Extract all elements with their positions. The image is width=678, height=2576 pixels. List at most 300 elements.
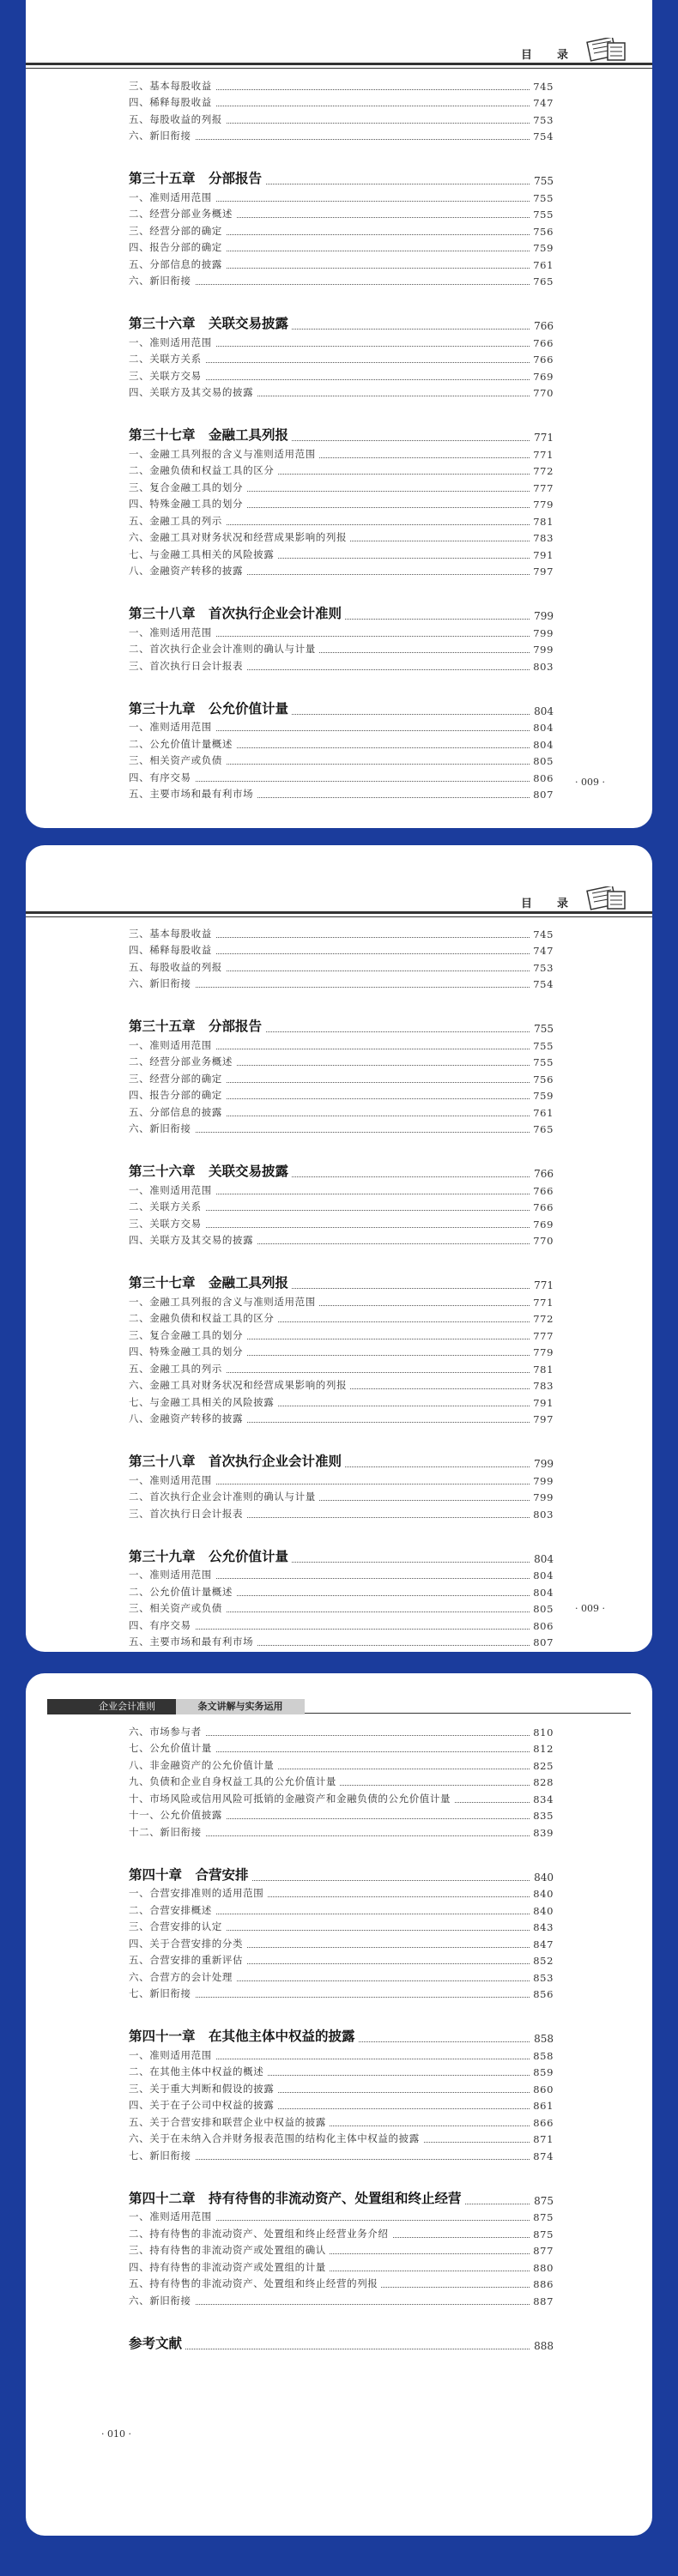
toc-section — [129, 1327, 554, 1344]
toc-entry-title: 五、合营安排的重新评估 — [129, 1953, 246, 1967]
toc-section — [129, 1583, 554, 1600]
toc-entry-title: 六、金融工具对财务状况和经营成果影响的列报 — [129, 530, 350, 544]
toc-entry-title: 二、经营分部业务概述 — [129, 1055, 236, 1068]
toc-chapter — [129, 598, 554, 624]
toc-entry-title: 六、市场参与者 — [129, 1725, 205, 1738]
header-subtitle: 条文讲解与实务运用 — [176, 1699, 305, 1714]
toc-entry-title: 四、持有待售的非流动资产或处置组的计量 — [129, 2260, 330, 2274]
toc-entry-title: 四、稀释每股收益 — [129, 943, 215, 957]
toc-entry-page: 804 — [530, 1587, 554, 1599]
toc-entry-page: 799 — [530, 644, 554, 656]
toc-entry-title: 第四十一章 在其他主体中权益的披露 — [129, 2026, 359, 2045]
toc-entry-page: 875 — [530, 2228, 554, 2240]
toc-section — [129, 1774, 554, 1791]
toc-section — [129, 1757, 554, 1774]
toc-entry-title: 第三十六章 关联交易披露 — [129, 313, 292, 332]
toc-entry-title: 四、关于合营安排的分类 — [129, 1937, 246, 1950]
toc-section — [129, 1472, 554, 1489]
toc-section — [129, 1919, 554, 1936]
toc-entry-title: 二、持有待售的非流动资产、处置组和终止经营业务介绍 — [129, 2227, 392, 2240]
toc-section — [129, 1968, 554, 1986]
toc-section — [129, 2097, 554, 2114]
toc-entry-title: 第四十二章 持有待售的非流动资产、处置组和终止经营 — [129, 2188, 465, 2207]
toc-section — [129, 367, 554, 384]
toc-entry-title: 第三十九章 公允价值计量 — [129, 698, 292, 717]
toc-entry-page: 840 — [530, 1872, 554, 1884]
toc-entry-page: 875 — [530, 2195, 554, 2207]
toc-entry-title: 一、准则适用范围 — [129, 2048, 215, 2062]
toc-entry-title: 七、新旧衔接 — [129, 2149, 195, 2162]
toc-entry-page: 888 — [530, 2340, 554, 2352]
toc-entry-page: 804 — [530, 1569, 554, 1581]
toc-section — [129, 1344, 554, 1361]
toc-section — [129, 1885, 554, 1902]
toc-section — [129, 1310, 554, 1327]
toc-section — [129, 77, 554, 94]
toc-entry-title: 四、有序交易 — [129, 771, 195, 784]
toc-entry-page: 771 — [530, 1279, 554, 1291]
toc-chapter — [129, 1156, 554, 1182]
toc-chapter — [129, 1446, 554, 1472]
toc-page-2 — [26, 845, 652, 1652]
toc-section — [129, 2064, 554, 2081]
toc-entry-title: 一、合营安排准则的适用范围 — [129, 1886, 267, 1900]
page-number: · 009 · — [575, 1603, 605, 1614]
toc-section — [129, 2276, 554, 2293]
toc-section — [129, 1054, 554, 1071]
toc-entry-title: 五、主要市场和最有利市场 — [129, 1635, 257, 1648]
toc-entry-page: 781 — [530, 1364, 554, 1376]
toc-section — [129, 128, 554, 145]
toc-entry-title: 五、金融工具的列示 — [129, 514, 226, 528]
toc-entry-title: 八、金融资产转移的披露 — [129, 1412, 246, 1425]
toc-entry-page: 766 — [530, 320, 554, 332]
toc-section — [129, 2147, 554, 2164]
toc-entry-page: 874 — [530, 2150, 554, 2162]
toc-chapter — [129, 1011, 554, 1037]
toc-entry-page: 840 — [530, 1905, 554, 1917]
toc-entry-title: 第四十章 合营安排 — [129, 1865, 252, 1884]
toc-page-1 — [26, 0, 652, 828]
toc-entry-title: 一、准则适用范围 — [129, 1183, 215, 1197]
toc-entry-page: 766 — [530, 1168, 554, 1180]
toc-chapter — [129, 693, 554, 719]
toc-entry-title: 三、经营分部的确定 — [129, 1072, 226, 1085]
toc-section — [129, 1215, 554, 1232]
toc-entry-page: 812 — [530, 1743, 554, 1755]
toc-entry-title: 九、负债和企业自身权益工具的公允价值计量 — [129, 1775, 340, 1788]
toc-chapter — [129, 420, 554, 445]
toc-entry-title: 六、新旧衔接 — [129, 2294, 195, 2307]
toc-section — [129, 1394, 554, 1411]
toc-entry-title: 三、关于重大判断和假设的披露 — [129, 2082, 277, 2095]
toc-entry-title: 七、新旧衔接 — [129, 1986, 195, 2000]
toc-entry-page: 770 — [530, 1235, 554, 1247]
toc-entry-page: 797 — [530, 1413, 554, 1425]
toc-section — [129, 1823, 554, 1841]
toc-section — [129, 239, 554, 257]
toc-entry-title: 二、金融负债和权益工具的区分 — [129, 1311, 277, 1325]
toc-entry-page: 853 — [530, 1972, 554, 1984]
toc-entry-page: 810 — [530, 1726, 554, 1738]
toc-entry-title: 第三十六章 关联交易披露 — [129, 1161, 292, 1180]
toc-entry-page: 754 — [530, 978, 554, 990]
toc-entry-page: 772 — [530, 465, 554, 477]
toc-entry-page: 804 — [530, 1553, 554, 1565]
toc-entry-page: 755 — [530, 175, 554, 187]
toc-entry-page: 840 — [530, 1888, 554, 1900]
toc-section — [129, 2225, 554, 2242]
toc-entry-page: 839 — [530, 1827, 554, 1839]
toc-entry-page: 747 — [530, 945, 554, 957]
toc-entry-page: 791 — [530, 1397, 554, 1409]
toc-entry-title: 第三十五章 分部报告 — [129, 168, 265, 187]
toc-entry-page: 859 — [530, 2066, 554, 2078]
toc-entry-title: 一、准则适用范围 — [129, 720, 215, 734]
toc-section — [129, 1952, 554, 1969]
toc-entry-page: 861 — [530, 2100, 554, 2112]
toc-section — [129, 222, 554, 239]
toc-section — [129, 1232, 554, 1249]
toc-entry-title: 一、准则适用范围 — [129, 626, 215, 639]
toc-section — [129, 256, 554, 273]
toc-page-3 — [26, 1673, 652, 2536]
toc-entry-page: 753 — [530, 114, 554, 126]
toc-entry-page: 825 — [530, 1760, 554, 1772]
toc-section — [129, 1293, 554, 1310]
toc-entry-page: 834 — [530, 1793, 554, 1805]
toc-entry-title: 三、合营安排的认定 — [129, 1920, 226, 1933]
toc-section — [129, 111, 554, 128]
toc-section — [129, 563, 554, 580]
toc-entry-page: 745 — [530, 928, 554, 940]
toc-entry-page: 755 — [530, 1040, 554, 1052]
toc-entry-page: 766 — [530, 354, 554, 366]
toc-section — [129, 1087, 554, 1104]
toc-entry-page: 797 — [530, 565, 554, 577]
toc-entry-title: 第三十七章 金融工具列报 — [129, 1273, 292, 1291]
toc-entry-title: 二、首次执行企业会计准则的确认与计量 — [129, 1490, 319, 1503]
toc-section — [129, 206, 554, 223]
toc-entry-title: 八、非金融资产的公允价值计量 — [129, 1758, 277, 1772]
toc-entry-title: 第三十八章 首次执行企业会计准则 — [129, 603, 345, 622]
toc-section — [129, 384, 554, 402]
toc-entry-page: 806 — [530, 772, 554, 784]
toc-chapter — [129, 163, 554, 189]
toc-entry-title: 一、准则适用范围 — [129, 190, 215, 204]
running-header — [26, 883, 652, 917]
toc-section — [129, 1935, 554, 1952]
toc-section — [129, 1411, 554, 1428]
toc-section — [129, 1505, 554, 1522]
toc-entry-title: 四、特殊金融工具的划分 — [129, 1345, 246, 1358]
toc-section — [129, 1600, 554, 1618]
toc-entry-page: 753 — [530, 962, 554, 974]
toc-entry-page: 843 — [530, 1921, 554, 1933]
toc-entry-title: 三、经营分部的确定 — [129, 224, 226, 238]
toc-chapter — [129, 2328, 554, 2354]
toc-entry-title: 第三十八章 首次执行企业会计准则 — [129, 1451, 345, 1470]
toc-entry-page: 755 — [530, 209, 554, 221]
toc-entry-title: 三、相关资产或负债 — [129, 753, 226, 767]
toc-section — [129, 624, 554, 641]
toc-entry-page: 783 — [530, 532, 554, 544]
toc-entry-title: 一、准则适用范围 — [129, 1473, 215, 1487]
toc-entry-page: 770 — [530, 387, 554, 399]
toc-section — [129, 1037, 554, 1054]
toc-section — [129, 753, 554, 770]
toc-entry-page: 803 — [530, 661, 554, 673]
toc-chapter — [129, 308, 554, 334]
toc-entry-title: 六、新旧衔接 — [129, 129, 195, 142]
toc-section — [129, 1199, 554, 1216]
toc-section — [129, 769, 554, 786]
toc-entry-title: 四、关联方及其交易的披露 — [129, 1233, 257, 1247]
toc-entry-title: 七、公允价值计量 — [129, 1741, 215, 1755]
toc-section — [129, 2292, 554, 2309]
toc-entry-page: 858 — [530, 2033, 554, 2045]
toc-section — [129, 976, 554, 993]
toc-entry-page: 754 — [530, 130, 554, 142]
toc-entry-title: 三、首次执行日会计报表 — [129, 659, 246, 673]
toc-entry-page: 805 — [530, 1603, 554, 1615]
running-header — [26, 1699, 652, 1716]
toc-chapter — [129, 1541, 554, 1567]
toc-entry-page: 807 — [530, 1636, 554, 1648]
toc-entry-page: 747 — [530, 97, 554, 109]
toc-entry-title: 一、准则适用范围 — [129, 2210, 215, 2223]
toc-entry-page: 759 — [530, 1090, 554, 1102]
header-title: 目 录 — [520, 898, 575, 910]
toc-entry-title: 二、金融负债和权益工具的区分 — [129, 463, 277, 477]
toc-entry-title: 十二、新旧衔接 — [129, 1825, 205, 1839]
toc-entry-title: 三、持有待售的非流动资产或处置组的确认 — [129, 2243, 330, 2257]
toc-entry-title: 五、分部信息的披露 — [129, 257, 226, 271]
toc-entry-title: 四、报告分部的确定 — [129, 1088, 226, 1102]
toc-entry-page: 765 — [530, 275, 554, 287]
toc-section — [129, 1986, 554, 2003]
toc-section — [129, 1489, 554, 1506]
toc-entry-title: 二、关联方关系 — [129, 352, 205, 366]
toc-entry-page: 765 — [530, 1123, 554, 1135]
toc-chapter — [129, 1859, 554, 1885]
toc-section — [129, 2113, 554, 2131]
toc-entry-title: 三、基本每股收益 — [129, 927, 215, 940]
toc-entry-title: 三、基本每股收益 — [129, 79, 215, 93]
toc-entry-title: 五、金融工具的列示 — [129, 1362, 226, 1376]
toc-section — [129, 1360, 554, 1377]
toc-section — [129, 2259, 554, 2276]
toc-entry-title: 七、与金融工具相关的风险披露 — [129, 1395, 277, 1409]
toc-section — [129, 1634, 554, 1651]
toc-section — [129, 273, 554, 290]
toc-entry-page: 755 — [530, 1056, 554, 1068]
toc-entry-title: 六、关于在未纳入合并财务报表范围的结构化主体中权益的披露 — [129, 2132, 423, 2145]
toc-entry-page: 887 — [530, 2295, 554, 2307]
toc-entry-title: 十一、公允价值披露 — [129, 1808, 226, 1822]
toc-section — [129, 512, 554, 529]
toc-section — [129, 529, 554, 547]
toc-entry-title: 二、关联方关系 — [129, 1200, 205, 1213]
toc-section — [129, 786, 554, 803]
toc-entry-title: 三、复合金融工具的划分 — [129, 1328, 246, 1342]
toc-section — [129, 2242, 554, 2259]
toc-entry-page: 755 — [530, 192, 554, 204]
toc-section — [129, 1807, 554, 1824]
toc-entry-page: 766 — [530, 1201, 554, 1213]
toc-entry-title: 七、与金融工具相关的风险披露 — [129, 547, 277, 561]
toc-section — [129, 1104, 554, 1121]
toc-entry-title: 三、相关资产或负债 — [129, 1601, 226, 1615]
toc-entry-title: 四、关联方及其交易的披露 — [129, 385, 257, 399]
toc-entry-page: 781 — [530, 516, 554, 528]
toc-entry-title: 一、金融工具列报的含义与准则适用范围 — [129, 447, 319, 461]
toc-entry-title: 第三十五章 分部报告 — [129, 1016, 265, 1035]
toc-entry-title: 五、持有待售的非流动资产、处置组和终止经营的列报 — [129, 2277, 381, 2290]
toc-section — [129, 925, 554, 942]
toc-entry-title: 八、金融资产转移的披露 — [129, 564, 246, 577]
toc-section — [129, 445, 554, 463]
toc-entry-page: 852 — [530, 1955, 554, 1967]
toc-entry-title: 十、市场风险或信用风险可抵销的金融资产和金融负债的公允价值计量 — [129, 1792, 454, 1805]
header-book-title: 企业会计准则 — [47, 1699, 176, 1714]
toc-section — [129, 1740, 554, 1757]
toc-entry-page: 766 — [530, 337, 554, 349]
toc-entry-page: 875 — [530, 2211, 554, 2223]
toc-chapter — [129, 1267, 554, 1293]
toc-entry-page: 769 — [530, 1218, 554, 1231]
toc-section — [129, 1723, 554, 1740]
toc-entry-title: 三、关联方交易 — [129, 1217, 205, 1231]
toc-section — [129, 351, 554, 368]
toc-entry-page: 779 — [530, 1346, 554, 1358]
toc-entry-page: 771 — [530, 1297, 554, 1309]
toc-section — [129, 641, 554, 658]
toc-entry-title: 五、分部信息的披露 — [129, 1105, 226, 1119]
toc-entry-title: 四、报告分部的确定 — [129, 240, 226, 254]
toc-section — [129, 2209, 554, 2226]
toc-entry-page: 807 — [530, 789, 554, 801]
toc-section — [129, 496, 554, 513]
toc-entry-title: 三、复合金融工具的划分 — [129, 481, 246, 494]
toc-entry-page: 756 — [530, 1073, 554, 1085]
toc-entry-page: 761 — [530, 259, 554, 271]
toc-entry-page: 745 — [530, 81, 554, 93]
page-number: · 009 · — [575, 777, 605, 788]
toc-section — [129, 1182, 554, 1199]
toc-entry-page: 799 — [530, 1491, 554, 1503]
toc-section — [129, 1790, 554, 1807]
toc-entry-page: 771 — [530, 449, 554, 461]
toc-entry-title: 第三十七章 金融工具列报 — [129, 425, 292, 444]
toc-section — [129, 2080, 554, 2097]
toc-entry-title: 四、稀释每股收益 — [129, 95, 215, 109]
toc-section — [129, 2047, 554, 2064]
toc-entry-page: 799 — [530, 1475, 554, 1487]
toc-section — [129, 1121, 554, 1138]
book-icon — [585, 886, 628, 912]
toc-entry-title: 二、在其他主体中权益的概述 — [129, 2065, 267, 2078]
toc-entry-title: 五、关于合营安排和联营企业中权益的披露 — [129, 2115, 330, 2129]
toc-entry-title: 二、经营分部业务概述 — [129, 207, 236, 221]
toc-entry-page: 755 — [530, 1023, 554, 1035]
toc-entry-title: 三、首次执行日会计报表 — [129, 1507, 246, 1521]
toc-chapter — [129, 2183, 554, 2209]
toc-entry-page: 880 — [530, 2262, 554, 2274]
toc-entry-page: 756 — [530, 226, 554, 238]
toc-entry-title: 三、关联方交易 — [129, 369, 205, 383]
toc-section — [129, 479, 554, 496]
toc-entry-page: 847 — [530, 1938, 554, 1950]
toc-entry-page: 803 — [530, 1509, 554, 1521]
toc-entry-page: 856 — [530, 1988, 554, 2000]
toc-entry-page: 779 — [530, 499, 554, 511]
toc-entry-page: 761 — [530, 1107, 554, 1119]
toc-entry-page: 777 — [530, 482, 554, 494]
toc-entry-page: 799 — [530, 627, 554, 639]
book-icon — [585, 38, 628, 63]
toc-section — [129, 463, 554, 480]
toc-entry-page: 866 — [530, 2117, 554, 2129]
toc-entry-title: 四、特殊金融工具的划分 — [129, 497, 246, 511]
toc-section — [129, 1617, 554, 1634]
toc-entry-page: 871 — [530, 2133, 554, 2145]
toc-section — [129, 1902, 554, 1919]
toc-entry-page: 805 — [530, 755, 554, 767]
toc-entry-title: 二、合营安排概述 — [129, 1903, 215, 1917]
toc-entry-page: 804 — [530, 722, 554, 734]
toc-section — [129, 942, 554, 959]
toc-entry-title: 五、每股收益的列报 — [129, 960, 226, 974]
toc-entry-page: 828 — [530, 1776, 554, 1788]
toc-entry-page: 766 — [530, 1185, 554, 1197]
toc-section — [129, 719, 554, 736]
toc-entry-title: 二、公允价值计量概述 — [129, 1585, 236, 1599]
toc-entry-title: 六、合营方的会计处理 — [129, 1970, 236, 1984]
toc-entry-title: 五、主要市场和最有利市场 — [129, 787, 257, 801]
toc-section — [129, 1567, 554, 1584]
toc-section — [129, 94, 554, 112]
toc-entry-page: 886 — [530, 2278, 554, 2290]
toc-section — [129, 2131, 554, 2148]
toc-chapter — [129, 2021, 554, 2047]
running-header — [26, 34, 652, 69]
toc-entry-title: 四、有序交易 — [129, 1618, 195, 1632]
toc-entry-title: 五、每股收益的列报 — [129, 112, 226, 126]
toc-section — [129, 334, 554, 351]
toc-section — [129, 657, 554, 674]
toc-entry-title: 六、新旧衔接 — [129, 274, 195, 287]
toc-section — [129, 546, 554, 563]
toc-entry-title: 二、首次执行企业会计准则的确认与计量 — [129, 642, 319, 656]
toc-entry-title: 参考文献 — [129, 2333, 185, 2352]
toc-entry-page: 835 — [530, 1810, 554, 1822]
toc-section — [129, 958, 554, 976]
toc-entry-page: 877 — [530, 2245, 554, 2257]
toc-entry-title: 一、金融工具列报的含义与准则适用范围 — [129, 1295, 319, 1309]
toc-entry-page: 791 — [530, 549, 554, 561]
toc-section — [129, 735, 554, 753]
toc-entry-page: 804 — [530, 705, 554, 717]
toc-entry-title: 六、新旧衔接 — [129, 1122, 195, 1135]
toc-entry-page: 772 — [530, 1313, 554, 1325]
toc-section — [129, 189, 554, 206]
toc-entry-page: 759 — [530, 242, 554, 254]
toc-entry-page: 769 — [530, 371, 554, 383]
toc-entry-page: 804 — [530, 739, 554, 751]
toc-entry-title: 一、准则适用范围 — [129, 336, 215, 349]
toc-entry-page: 783 — [530, 1380, 554, 1392]
